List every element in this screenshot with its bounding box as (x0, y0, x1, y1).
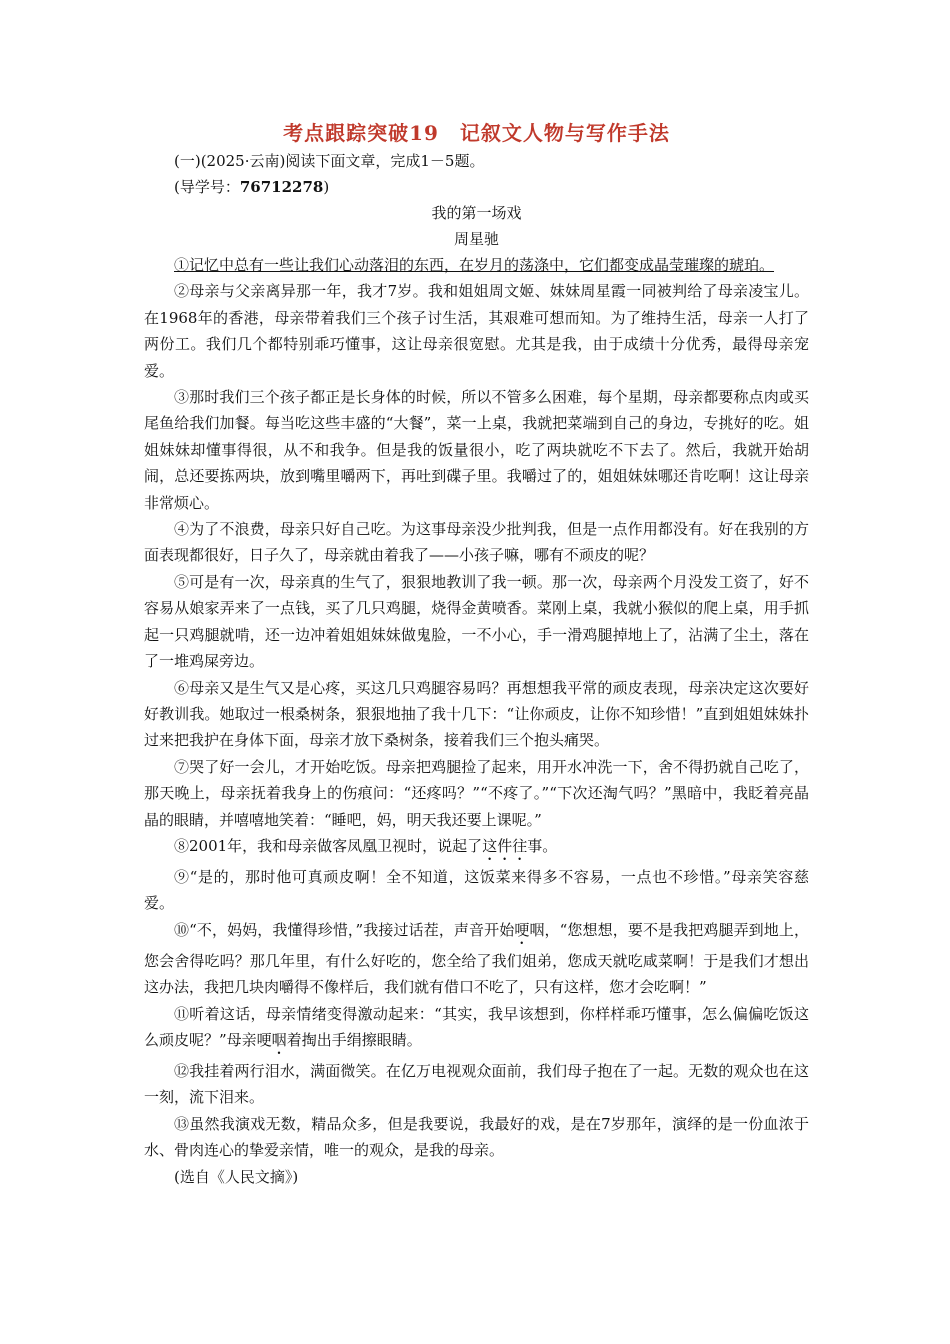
paragraph-10-text-b: 咽，“您想想，要不是我把鸡腿弄到地上，您会舍得吃吗？那几年里，有什么好吃的，您全给了我们姐弟，您成天就吃咸菜啊！于是我们才想出这办法，我把几块肉嚼得不像样后，我们就有借口不吃了，只有这样，您才会吃啊！” (144, 920, 809, 997)
document-page (144, 118, 809, 1190)
paragraph-8-text-a: ⑧2001年，我和母亲做客凤凰卫视时，说起了 (174, 836, 483, 855)
question-intro: (一)(2025·云南)阅读下面文章，完成1－5题。 (174, 152, 485, 170)
paragraph-6: ⑥母亲又是生气又是心疼，买这几只鸡腿容易吗？再想想我平常的顽皮表现，母亲决定这次要好好教训我。她取过一根桑树条，狠狠地抽了我十几下：“让你顽皮，让你不知珍惜！”直到姐姐妹妹扑过来把我护在身体下面，母亲才放下桑树条，接着我们三个抱头痛哭。 (144, 678, 809, 750)
paragraph-1: ①记忆中总有一些让我们心动落泪的东西，在岁月的荡涤中，它们都变成晶莹璀璨的琥珀。 (174, 256, 775, 274)
page-title: 考点跟踪突破19 记叙文人物与写作手法 (283, 121, 670, 145)
article-source: (选自《人民文摘》) (174, 1167, 299, 1186)
paragraph-4: ④为了不浪费，母亲只好自己吃。为这事母亲没少批判我，但是一点作用都没有。好在我别的方面表现都很好，日子久了，母亲就由着我了——小孩子嘛，哪有不顽皮的呢？ (144, 520, 809, 565)
guide-prefix: (导学号： (174, 178, 240, 196)
paragraph-11-emphasis: 咽 (271, 1030, 287, 1049)
paragraph-10-text-a: ⑩“不，妈妈，我懂得珍惜，”我接过话茬，声音开始 (174, 920, 515, 939)
article-title: 我的第一场戏 (431, 204, 522, 222)
paragraph-9: ⑨“是的，那时他可真顽皮啊！全不知道，这饭菜来得多不容易，一点也不珍惜。”母亲笑容慈爱。 (144, 867, 809, 913)
paragraph-8-emphasis: 这件往 (482, 836, 528, 855)
paragraph-8 (144, 833, 809, 864)
paragraph-11-text-a: ⑪听着这话，母亲情绪变得激动起来：“其实，我早该想到，你样样乖巧懂事，怎么偏偏吃饭这么顽皮呢？”母亲哽 (144, 1004, 809, 1049)
guide-number: 76712278 (239, 178, 324, 196)
article-author: 周星驰 (453, 230, 499, 248)
guide-number-line (144, 174, 809, 200)
paragraph-11 (144, 1001, 809, 1058)
paragraph-13: ⑬虽然我演戏无数，精品众多，但是我要说，我最好的戏，是在7岁那年，演绎的是一份血浓于水、骨肉连心的挚爱亲情，唯一的观众，是我的母亲。 (144, 1114, 809, 1160)
paragraph-12: ⑫我挂着两行泪水，满面微笑。在亿万电视观众面前，我们母子抱在了一起。无数的观众也在这一刻，流下泪来。 (144, 1061, 809, 1107)
paragraph-8-text-b: 事。 (527, 836, 558, 855)
paragraph-5: ⑤可是有一次，母亲真的生气了，狠狠地教训了我一顿。那一次，母亲两个月没发工资了，好不容易从娘家弄来了一点钱，买了几只鸡腿，烧得金黄喷香。菜刚上桌，我就小猴似的爬上桌，用手抓起一只鸡腿就啃，还一边冲着姐姐妹妹做鬼脸，一不小心，手一滑鸡腿掉地上了，沾满了尘土，落在了一堆鸡屎旁边。 (144, 572, 809, 671)
guide-suffix: ) (323, 178, 330, 196)
paragraph-11-text-b: 着掏出手绢擦眼睛。 (286, 1030, 422, 1049)
paragraph-2: ②母亲与父亲离异那一年，我才7岁。我和姐姐周文姬、妹妹周星霞一同被判给了母亲凌宝儿。在1968年的香港，母亲带着我们三个孩子讨生活，其艰难可想而知。为了维持生活，母亲一人打了两份工。我们几个都特别乖巧懂事，这让母亲很宽慰。尤其是我，由于成绩十分优秀，最得母亲宠爱。 (144, 282, 809, 380)
paragraph-7: ⑦哭了好一会儿，才开始吃饭。母亲把鸡腿捡了起来，用开水冲洗一下，舍不得扔就自己吃了，那天晚上，母亲抚着我身上的伤痕问：“还疼吗？”“不疼了。”“下次还淘气吗？”黑暗中，我眨着亮晶晶的眼睛，并嘻嘻地笑着：“睡吧，妈，明天我还要上课呢。” (144, 757, 809, 829)
paragraph-10 (144, 917, 809, 1001)
paragraph-3: ③那时我们三个孩子都正是长身体的时候，所以不管多么困难，每个星期，母亲都要称点肉或买尾鱼给我们加餐。每当吃这些丰盛的“大餐”，菜一上桌，我就把菜端到自己的身边，专挑好的吃。姐姐妹妹却懂事得很，从不和我争。但是我的饭量很小，吃了两块就吃不下去了。然后，我就开始胡闹，总还要拣两块，放到嘴里嚼两下，再吐到碟子里。我嚼过了的，姐姐妹妹哪还肯吃啊！这让母亲非常烦心。 (144, 388, 809, 512)
paragraph-10-emphasis: 哽 (514, 920, 530, 939)
